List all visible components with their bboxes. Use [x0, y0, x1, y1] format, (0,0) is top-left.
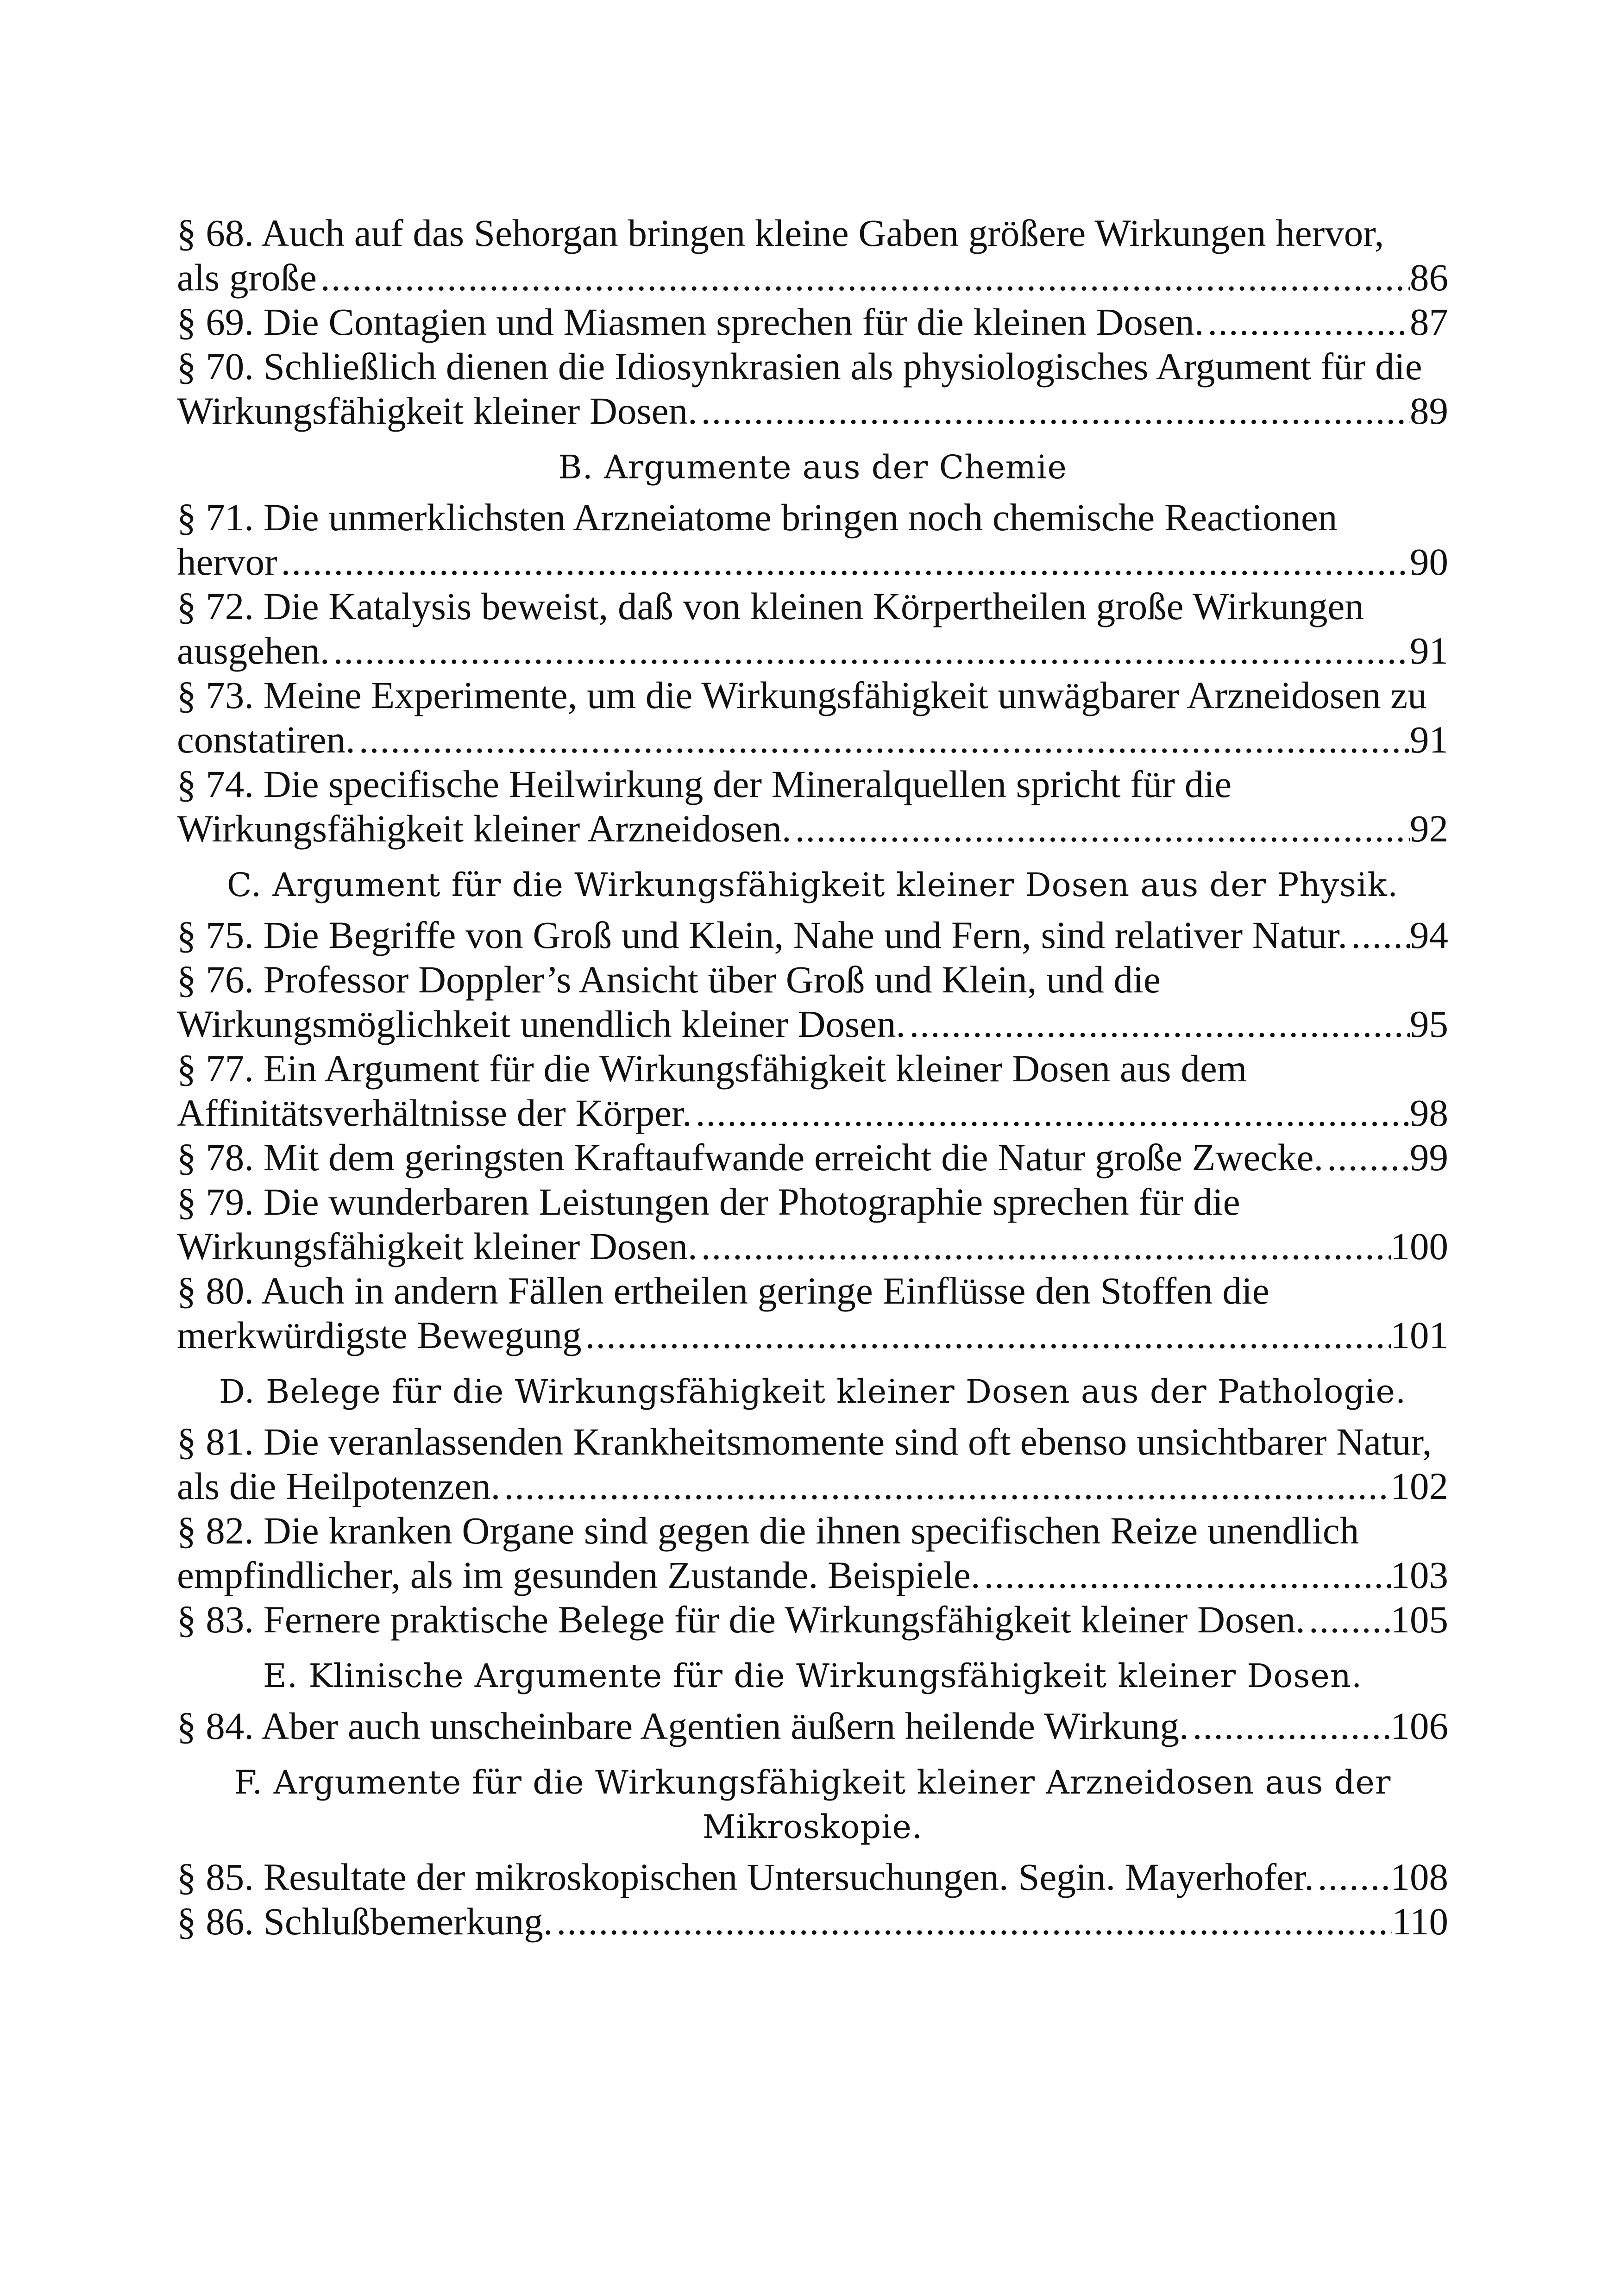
toc-entry-text: Wirkungsfähigkeit kleiner Dosen. — [177, 1225, 697, 1267]
toc-entry-last-line — [177, 1002, 1448, 1046]
toc-entry-line: § 82. Die kranken Organe sind gegen die ihnen specifischen Reize unendlich — [177, 1509, 1359, 1552]
toc-entry-line: § 68. Auch auf das Sehorgan bringen kleine Gaben größere Wirkungen hervor, — [177, 212, 1384, 254]
dot-leader — [582, 1313, 1391, 1357]
toc-entry-line: § 72. Die Katalysis beweist, daß von kleinen Körpertheilen große Wirkungen — [177, 585, 1364, 627]
toc-entry — [177, 1046, 1448, 1135]
toc-entry — [177, 1419, 1448, 1508]
section-heading-e-text: E. Klinische Argumente für die Wirkungsfähigkeit kleiner Dosen. — [263, 1657, 1363, 1695]
dot-leader — [1189, 1704, 1391, 1748]
toc-entry-text: Wirkungsfähigkeit kleiner Arzneidosen. — [177, 807, 792, 850]
toc-entry-line: § 79. Die wunderbaren Leistungen der Photographie sprechen für die — [177, 1180, 1240, 1223]
toc-entry-last-line — [177, 1135, 1448, 1179]
dot-leader — [355, 717, 1410, 762]
toc-page-number: 102 — [1390, 1465, 1448, 1507]
toc-page-number: 89 — [1410, 389, 1448, 432]
toc-entry-line: § 80. Auch in andern Fällen ertheilen geringe Einflüsse den Stoffen die — [177, 1269, 1269, 1312]
toc-page-number: 101 — [1390, 1314, 1448, 1356]
section-heading-e — [177, 1654, 1448, 1698]
toc-entry-last-line — [177, 1855, 1448, 1899]
toc-entry-text: constatiren. — [177, 718, 355, 761]
toc-entry-last-line — [177, 913, 1448, 957]
toc-entry-line: § 77. Ein Argument für die Wirkungsfähigkeit kleiner Dosen aus dem — [177, 1047, 1247, 1090]
section-heading-d — [177, 1369, 1448, 1414]
toc-entry — [177, 1855, 1448, 1899]
section-heading-f-line1: F. Argumente für die Wirkungsfähigkeit kleiner Arzneidosen aus der — [234, 1763, 1391, 1801]
toc-entry-last-line — [177, 1313, 1448, 1357]
toc-entry — [177, 1508, 1448, 1597]
section-heading-b-text: B. Argumente aus der Chemie — [558, 448, 1067, 486]
dot-leader — [697, 389, 1410, 433]
toc-page-number: 100 — [1390, 1225, 1448, 1267]
toc-page — [177, 211, 1448, 1944]
toc-entry-last-line — [177, 806, 1448, 851]
dot-leader — [792, 806, 1410, 851]
dot-leader — [697, 1224, 1391, 1268]
dot-leader — [692, 1091, 1410, 1135]
toc-entry — [177, 762, 1448, 851]
toc-entry-last-line — [177, 300, 1448, 344]
toc-entry-last-line — [177, 1553, 1448, 1597]
toc-entry — [177, 300, 1448, 344]
toc-entry — [177, 1135, 1448, 1179]
toc-group-f — [177, 1855, 1448, 1944]
toc-entry-text: § 86. Schlußbemerkung. — [177, 1900, 553, 1943]
toc-entry-text: § 84. Aber auch unscheinbare Agentien äußern heilende Wirkung. — [177, 1705, 1189, 1747]
toc-entry-line: § 70. Schließlich dienen die Idiosynkrasien als physiologisches Argument für die — [177, 345, 1422, 388]
section-heading-d-text: D. Belege für die Wirkungsfähigkeit kleiner Dosen aus der Pathologie. — [219, 1373, 1407, 1411]
toc-entry-text: Wirkungsfähigkeit kleiner Dosen. — [177, 389, 697, 432]
toc-entry — [177, 913, 1448, 957]
toc-page-number: 91 — [1410, 718, 1448, 761]
section-heading-b — [177, 445, 1448, 489]
toc-entry — [177, 673, 1448, 762]
section-heading-c — [177, 863, 1448, 907]
dot-leader — [330, 628, 1410, 673]
toc-entry-text: empfindlicher, als im gesunden Zustande. Beispiele. — [177, 1554, 980, 1596]
toc-page-number: 87 — [1410, 301, 1448, 343]
dot-leader — [980, 1553, 1391, 1597]
toc-entry-last-line — [177, 1091, 1448, 1135]
toc-entry-last-line — [177, 1899, 1448, 1944]
toc-entry — [177, 1179, 1448, 1268]
dot-leader — [1347, 913, 1410, 957]
toc-entry — [177, 1597, 1448, 1642]
toc-entry — [177, 344, 1448, 433]
toc-entry-line: § 81. Die veranlassenden Krankheitsmomente sind oft ebenso unsichtbarer Natur, — [177, 1420, 1432, 1463]
dot-leader — [1305, 1597, 1391, 1642]
toc-entry — [177, 1268, 1448, 1357]
toc-page-number: 92 — [1410, 807, 1448, 850]
section-heading-f-line2: Mikroskopie. — [702, 1808, 923, 1846]
toc-group-a — [177, 211, 1448, 433]
toc-page-number: 94 — [1410, 914, 1448, 956]
toc-page-number: 95 — [1410, 1003, 1448, 1045]
toc-page-number: 106 — [1390, 1705, 1448, 1747]
dot-leader — [905, 1002, 1410, 1046]
toc-page-number: 99 — [1410, 1136, 1448, 1179]
toc-entry-last-line — [177, 628, 1448, 673]
toc-entry-last-line — [177, 389, 1448, 433]
toc-entry-line: § 71. Die unmerklichsten Arzneiatome bringen noch chemische Reactionen — [177, 496, 1338, 539]
dot-leader — [1204, 300, 1410, 344]
toc-entry-text: § 83. Fernere praktische Belege für die Wirkungsfähigkeit kleiner Dosen. — [177, 1598, 1305, 1641]
toc-entry-text: Affinitätsverhältnisse der Körper. — [177, 1092, 692, 1134]
toc-entry — [177, 1899, 1448, 1944]
dot-leader — [500, 1464, 1390, 1508]
toc-page-number: 105 — [1390, 1598, 1448, 1641]
toc-entry — [177, 957, 1448, 1046]
dot-leader — [277, 539, 1410, 584]
toc-entry-text: § 75. Die Begriffe von Groß und Klein, Nahe und Fern, sind relativer Natur. — [177, 914, 1348, 956]
toc-entry-text: hervor — [177, 540, 277, 583]
toc-entry-last-line — [177, 717, 1448, 762]
dot-leader — [1314, 1855, 1391, 1899]
toc-entry-last-line — [177, 1224, 1448, 1268]
toc-page-number: 91 — [1410, 629, 1448, 672]
toc-entry-text: § 85. Resultate der mikroskopischen Untersuchungen. Segin. Mayerhofer. — [177, 1856, 1314, 1898]
toc-entry-text: als die Heilpotenzen. — [177, 1465, 501, 1507]
dot-leader — [1323, 1135, 1410, 1179]
toc-entry-text: § 69. Die Contagien und Miasmen sprechen für die kleinen Dosen. — [177, 301, 1204, 343]
toc-entry-text: merkwürdigste Bewegung — [177, 1314, 582, 1356]
section-heading-c-text: C. Argument für die Wirkungsfähigkeit kleiner Dosen aus der Physik. — [226, 866, 1399, 904]
toc-group-b — [177, 495, 1448, 851]
toc-page-number: 90 — [1410, 540, 1448, 583]
toc-entry — [177, 211, 1448, 300]
toc-entry — [177, 1704, 1448, 1748]
toc-page-number: 86 — [1410, 256, 1448, 299]
toc-entry-text: als große — [177, 256, 317, 299]
toc-entry — [177, 584, 1448, 673]
toc-page-number: 98 — [1410, 1092, 1448, 1134]
toc-entry — [177, 495, 1448, 584]
toc-entry-last-line — [177, 255, 1448, 300]
toc-page-number: 108 — [1390, 1856, 1448, 1898]
toc-entry-last-line — [177, 1464, 1448, 1508]
toc-page-number: 110 — [1392, 1900, 1448, 1943]
dot-leader — [553, 1899, 1392, 1944]
toc-entry-line: § 74. Die specifische Heilwirkung der Mineralquellen spricht für die — [177, 763, 1232, 805]
toc-entry-line: § 73. Meine Experimente, um die Wirkungsfähigkeit unwägbarer Arzneidosen zu — [177, 674, 1427, 716]
toc-entry-text: Wirkungsmöglichkeit unendlich kleiner Dosen. — [177, 1003, 906, 1045]
dot-leader — [317, 255, 1410, 300]
toc-page-number: 103 — [1390, 1554, 1448, 1596]
toc-entry-last-line — [177, 1597, 1448, 1642]
section-heading-f — [177, 1760, 1448, 1849]
toc-entry-line: § 76. Professor Doppler’s Ansicht über Groß und Klein, und die — [177, 958, 1161, 1001]
toc-group-d — [177, 1419, 1448, 1642]
toc-entry-text: § 78. Mit dem geringsten Kraftaufwande erreicht die Natur große Zwecke. — [177, 1136, 1324, 1179]
toc-entry-text: ausgehen. — [177, 629, 330, 672]
toc-entry-last-line — [177, 1704, 1448, 1748]
toc-group-e — [177, 1704, 1448, 1748]
toc-group-c — [177, 913, 1448, 1357]
toc-entry-last-line — [177, 539, 1448, 584]
